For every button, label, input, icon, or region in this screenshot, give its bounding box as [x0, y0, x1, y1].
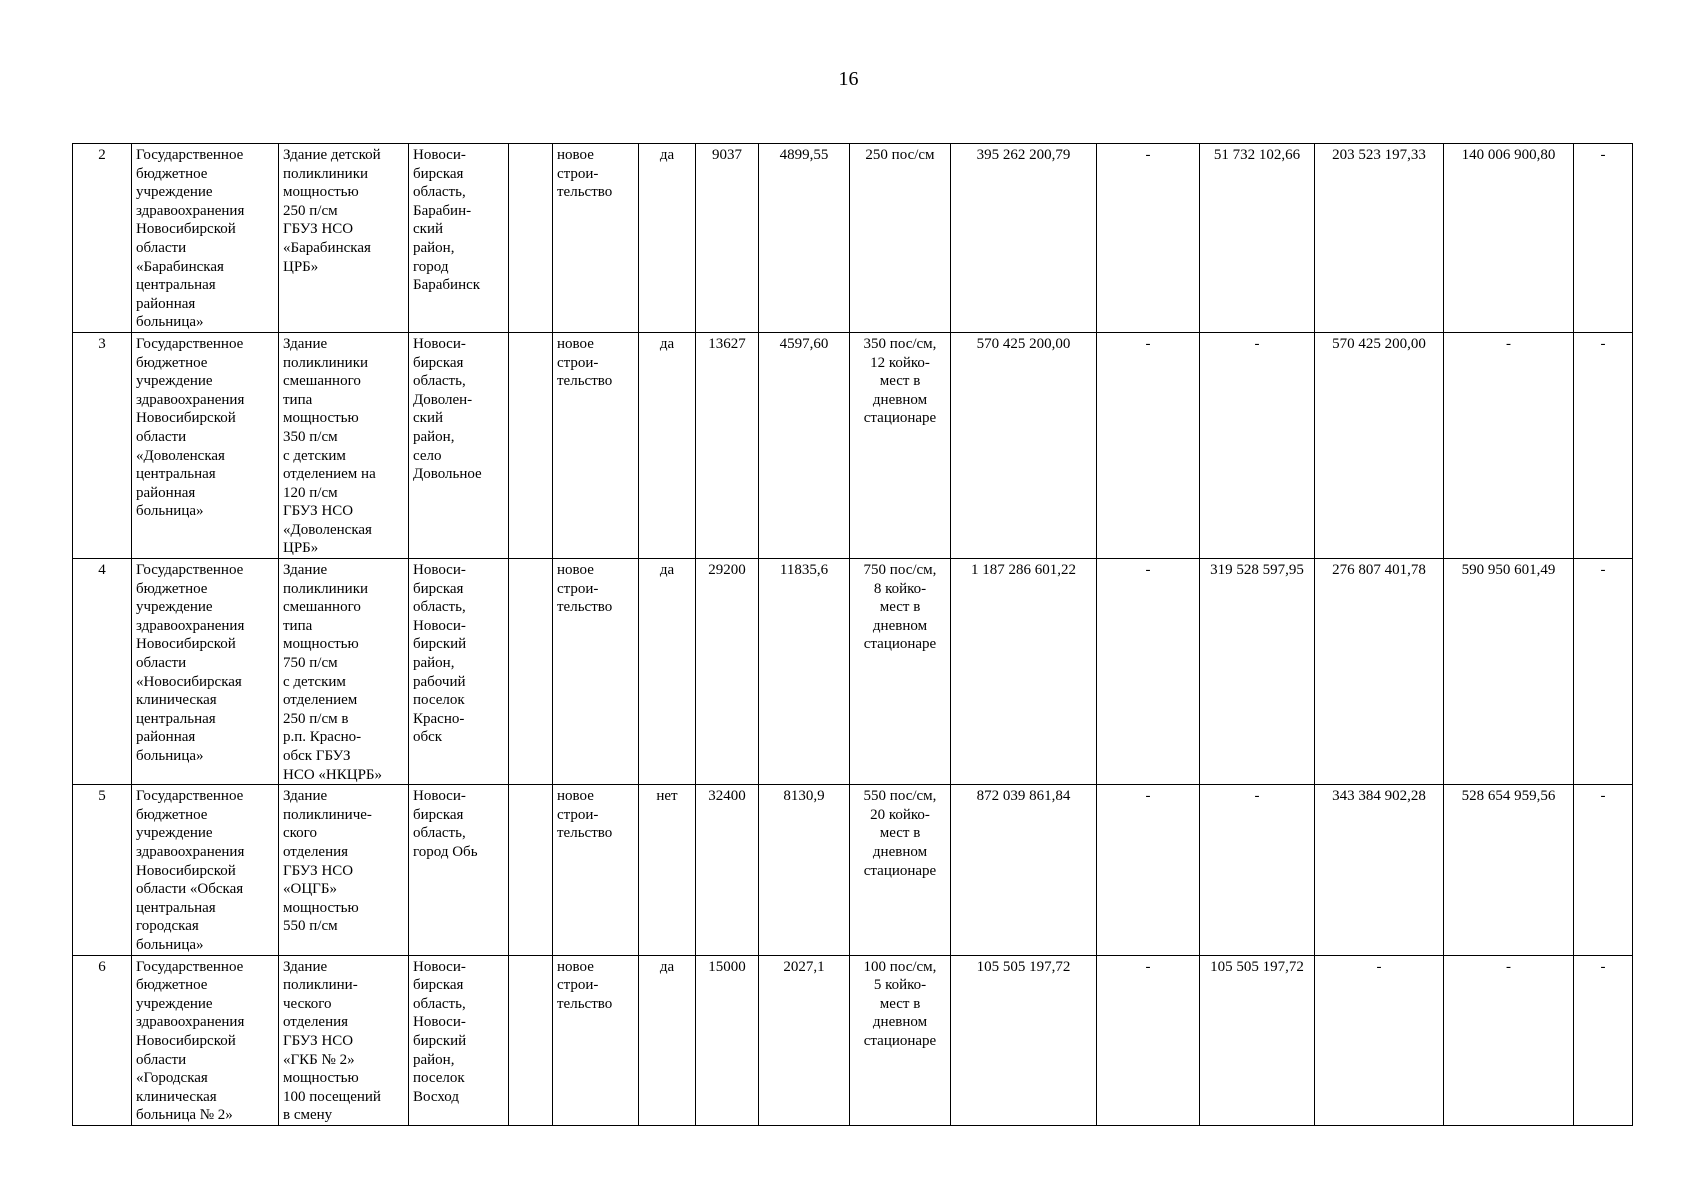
- cost-col-5: -: [1574, 559, 1633, 785]
- object-location: Новоси- бирская область, Новоси- бирский район, поселок Восход: [409, 955, 509, 1125]
- object-name: Здание детской поликлиники мощностью 250 п/см ГБУЗ НСО «Барабинская ЦРБ»: [279, 144, 409, 333]
- institution-name: Государственное бюджетное учреждение здравоохранения Новосибирской области «Доволенская центральная районная больница»: [132, 332, 279, 558]
- value-2: 4597,60: [759, 332, 850, 558]
- work-type: новое строи- тельство: [553, 785, 639, 955]
- capacity: 750 пос/см, 8 койко- мест в дневном стационаре: [850, 559, 951, 785]
- cost-col-4: 590 950 601,49: [1444, 559, 1574, 785]
- institution-name: Государственное бюджетное учреждение здравоохранения Новосибирской области «Новосибирская клиническая центральная районная больница»: [132, 559, 279, 785]
- cost-col-5: -: [1574, 332, 1633, 558]
- cost-col-3: 203 523 197,33: [1315, 144, 1444, 333]
- cost-col-5: -: [1574, 144, 1633, 333]
- object-name: Здание поликлиники смешанного типа мощностью 350 п/см с детским отделением на 120 п/см ГБУЗ НСО «Доволенская ЦРБ»: [279, 332, 409, 558]
- capacity: 350 пос/см, 12 койко- мест в дневном стационаре: [850, 332, 951, 558]
- cost-col-1: -: [1097, 785, 1200, 955]
- institution-name: Государственное бюджетное учреждение здравоохранения Новосибирской области «Барабинская центральная районная больница»: [132, 144, 279, 333]
- cost-col-3: -: [1315, 955, 1444, 1125]
- cost-col-4: -: [1444, 332, 1574, 558]
- object-location: Новоси- бирская область, Новоси- бирский район, рабочий поселок Красно- обск: [409, 559, 509, 785]
- table-row: [73, 144, 1633, 333]
- object-name: Здание поликлиниче- ского отделения ГБУЗ НСО «ОЦГБ» мощностью 550 п/см: [279, 785, 409, 955]
- value-1: 13627: [696, 332, 759, 558]
- total-cost: 570 425 200,00: [951, 332, 1097, 558]
- total-cost: 105 505 197,72: [951, 955, 1097, 1125]
- object-location: Новоси- бирская область, Барабин- ский район, город Барабинск: [409, 144, 509, 333]
- cost-col-4: 140 006 900,80: [1444, 144, 1574, 333]
- row-number: 5: [73, 785, 132, 955]
- empty-cell: [509, 144, 553, 333]
- work-type: новое строи- тельство: [553, 955, 639, 1125]
- object-location: Новоси- бирская область, Доволен- ский район, село Довольное: [409, 332, 509, 558]
- institution-name: Государственное бюджетное учреждение здравоохранения Новосибирской области «Обская центральная городская больница»: [132, 785, 279, 955]
- object-name: Здание поликлиники смешанного типа мощностью 750 п/см с детским отделением 250 п/см в р.п. Красно- обск ГБУЗ НСО «НКЦРБ»: [279, 559, 409, 785]
- cost-col-2: 51 732 102,66: [1200, 144, 1315, 333]
- capacity: 550 пос/см, 20 койко- мест в дневном стационаре: [850, 785, 951, 955]
- total-cost: 1 187 286 601,22: [951, 559, 1097, 785]
- value-1: 29200: [696, 559, 759, 785]
- cost-col-1: -: [1097, 332, 1200, 558]
- work-type: новое строи- тельство: [553, 559, 639, 785]
- page-number: 16: [838, 68, 859, 90]
- row-number: 4: [73, 559, 132, 785]
- row-number: 2: [73, 144, 132, 333]
- row-number: 6: [73, 955, 132, 1125]
- cost-col-4: 528 654 959,56: [1444, 785, 1574, 955]
- capacity: 250 пос/см: [850, 144, 951, 333]
- flag-cell: нет: [639, 785, 696, 955]
- row-number: 3: [73, 332, 132, 558]
- total-cost: 395 262 200,79: [951, 144, 1097, 333]
- cost-col-2: -: [1200, 785, 1315, 955]
- cost-col-2: 105 505 197,72: [1200, 955, 1315, 1125]
- cost-col-2: -: [1200, 332, 1315, 558]
- object-location: Новоси- бирская область, город Обь: [409, 785, 509, 955]
- object-name: Здание поликлини- ческого отделения ГБУЗ НСО «ГКБ № 2» мощностью 100 посещений в смену: [279, 955, 409, 1125]
- empty-cell: [509, 955, 553, 1125]
- flag-cell: да: [639, 559, 696, 785]
- cost-col-5: -: [1574, 955, 1633, 1125]
- value-2: 2027,1: [759, 955, 850, 1125]
- empty-cell: [509, 785, 553, 955]
- cost-col-5: -: [1574, 785, 1633, 955]
- flag-cell: да: [639, 144, 696, 333]
- value-1: 15000: [696, 955, 759, 1125]
- flag-cell: да: [639, 955, 696, 1125]
- total-cost: 872 039 861,84: [951, 785, 1097, 955]
- empty-cell: [509, 559, 553, 785]
- table-row: [73, 785, 1633, 955]
- table-row: [73, 559, 1633, 785]
- value-2: 11835,6: [759, 559, 850, 785]
- cost-col-4: -: [1444, 955, 1574, 1125]
- value-1: 9037: [696, 144, 759, 333]
- table-row: [73, 332, 1633, 558]
- cost-col-3: 343 384 902,28: [1315, 785, 1444, 955]
- cost-col-3: 276 807 401,78: [1315, 559, 1444, 785]
- flag-cell: да: [639, 332, 696, 558]
- capacity: 100 пос/см, 5 койко- мест в дневном стационаре: [850, 955, 951, 1125]
- work-type: новое строи- тельство: [553, 332, 639, 558]
- cost-col-1: -: [1097, 144, 1200, 333]
- cost-col-1: -: [1097, 955, 1200, 1125]
- empty-cell: [509, 332, 553, 558]
- investment-objects-table: [72, 143, 1633, 1126]
- value-2: 4899,55: [759, 144, 850, 333]
- value-1: 32400: [696, 785, 759, 955]
- value-2: 8130,9: [759, 785, 850, 955]
- work-type: новое строи- тельство: [553, 144, 639, 333]
- institution-name: Государственное бюджетное учреждение здравоохранения Новосибирской области «Городская клиническая больница № 2»: [132, 955, 279, 1125]
- cost-col-2: 319 528 597,95: [1200, 559, 1315, 785]
- table-row: [73, 955, 1633, 1125]
- cost-col-1: -: [1097, 559, 1200, 785]
- cost-col-3: 570 425 200,00: [1315, 332, 1444, 558]
